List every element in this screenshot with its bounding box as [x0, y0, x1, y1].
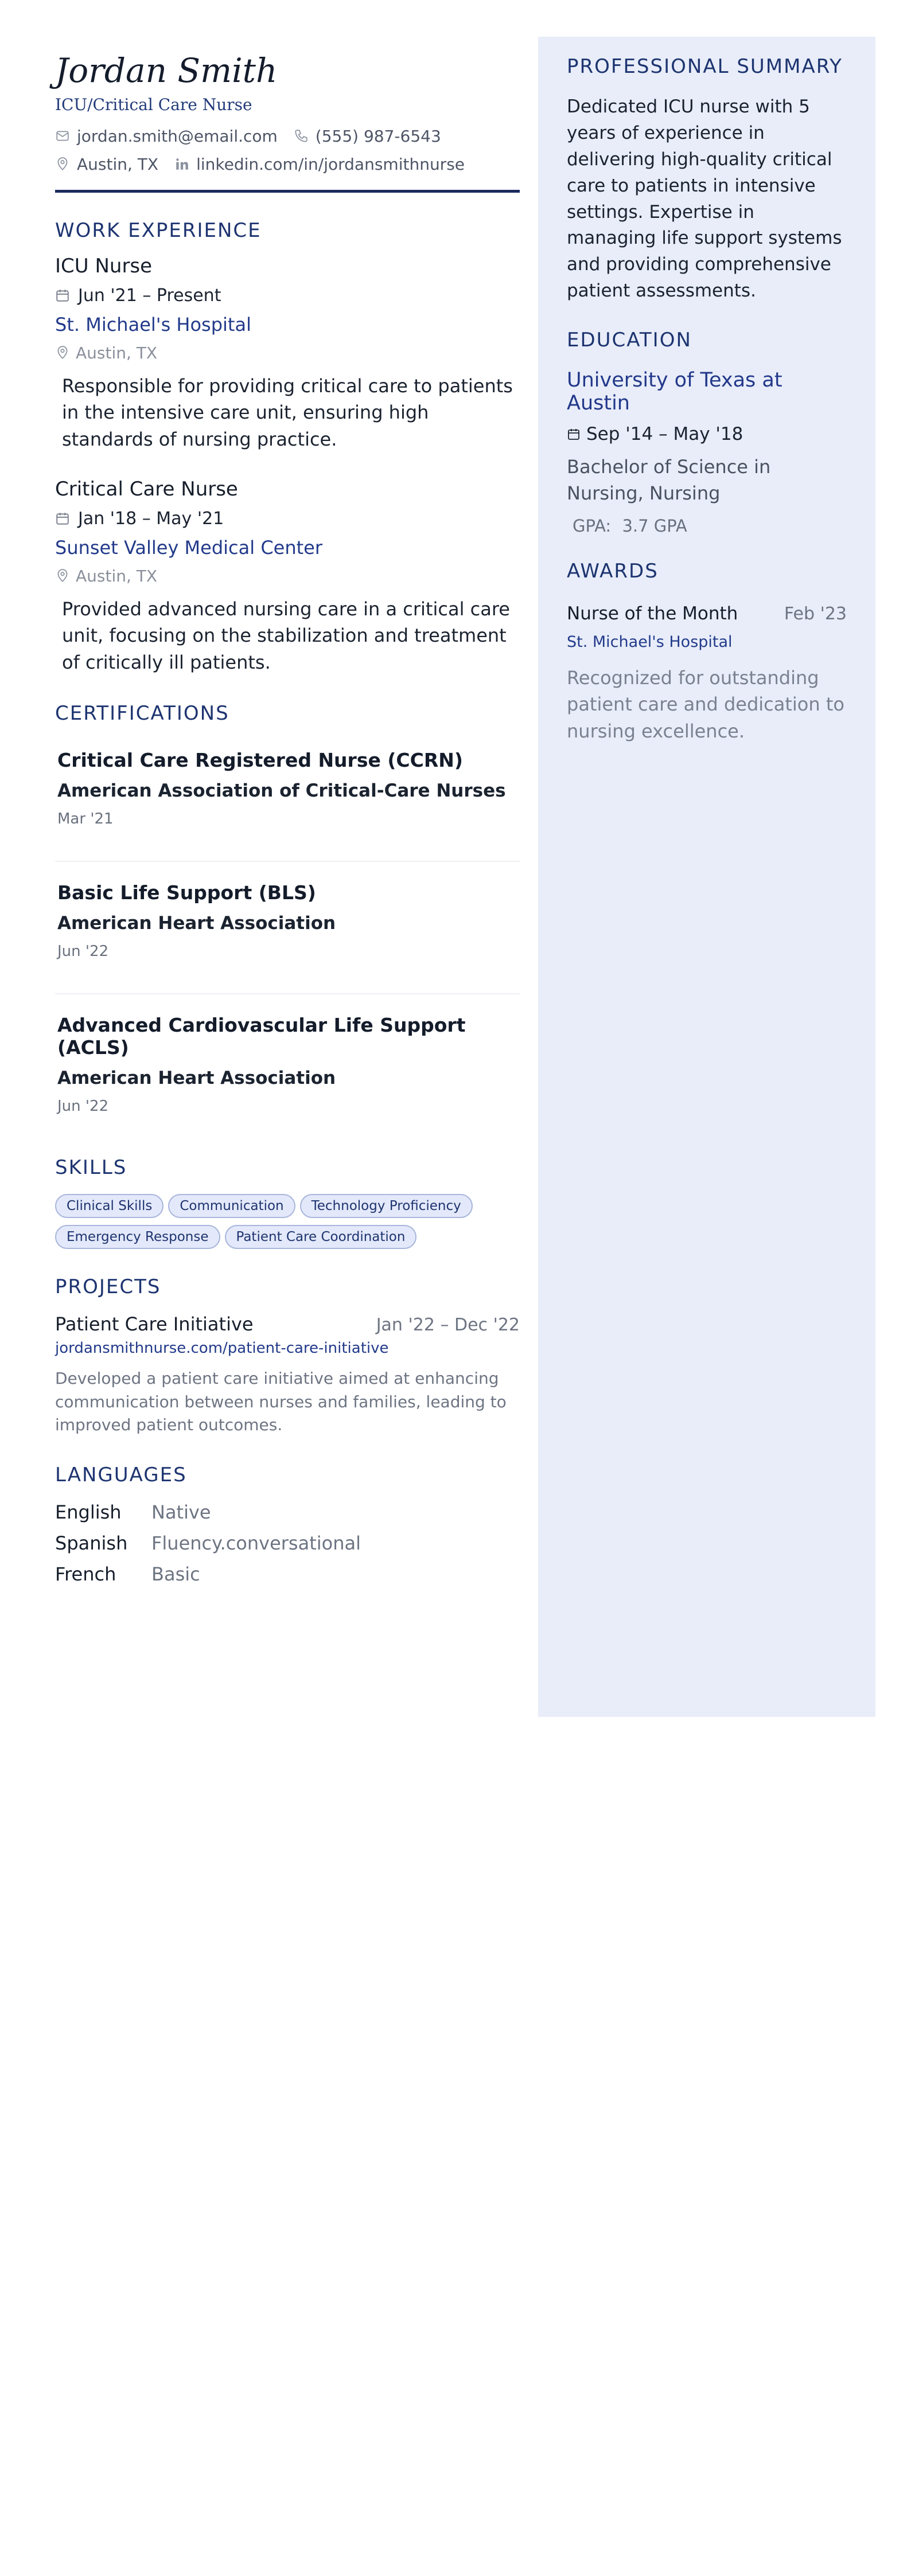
award-date: Feb '23	[784, 603, 847, 624]
education-gpa-row	[567, 516, 847, 536]
certification-date: Mar '21	[57, 810, 114, 828]
work-item	[55, 255, 520, 452]
language-level: Basic	[151, 1563, 200, 1585]
language-item	[55, 1563, 520, 1585]
certification-item	[55, 994, 520, 1148]
location-pin-icon	[55, 568, 70, 583]
calendar-icon	[55, 511, 70, 526]
certification-item	[55, 862, 520, 994]
project-header	[55, 1313, 520, 1335]
job-date-row	[55, 286, 520, 306]
work-item	[55, 478, 520, 676]
certification-name: Advanced Cardiovascular Life Support (ACLS)	[57, 1014, 466, 1059]
education-school: University of Texas at Austin	[567, 369, 782, 415]
language-name: French	[55, 1563, 116, 1585]
language-item	[55, 1501, 520, 1523]
email-text: jordan.smith@email.com	[77, 126, 278, 146]
contact-phone[interactable]	[294, 127, 441, 146]
employer-name: Sunset Valley Medical Center	[55, 536, 323, 559]
education-degree: Bachelor of Science in Nursing, Nursing	[567, 456, 771, 505]
certification-issuer: American Heart Association	[57, 1068, 336, 1089]
summary-text: Dedicated ICU nurse with 5 years of experience in delivering high-quality critical care to patients in intensive settings. Expertise in managing life support systems and providing comprehensive patient assessments.	[567, 96, 842, 302]
contact-row-1	[55, 127, 520, 146]
skill-chip: Clinical Skills	[55, 1194, 163, 1218]
education-date: Sep '14 – May '18	[586, 424, 743, 444]
certification-issuer: American Association of Critical-Care Nurses	[57, 780, 506, 802]
contact-location	[55, 155, 158, 174]
project-item	[55, 1313, 520, 1437]
location-pin-icon	[55, 345, 70, 360]
skill-chip: Emergency Response	[55, 1225, 220, 1249]
skill-chip: Technology Proficiency	[300, 1194, 473, 1218]
job-description: Provided advanced nursing care in a critical care unit, focusing on the stabilization and treatment of critically ill patients.	[62, 598, 510, 673]
job-description: Responsible for providing critical care to patients in the intensive care unit, ensuring high standards of nursing practice.	[62, 374, 513, 450]
projects-heading: PROJECTS	[55, 1275, 161, 1299]
skill-chip: Patient Care Coordination	[225, 1225, 417, 1249]
languages-list	[55, 1501, 520, 1585]
header-divider	[55, 190, 520, 193]
employer-name: St. Michael's Hospital	[55, 313, 251, 335]
project-description: Developed a patient care initiative aimed at enhancing communication between nurses and families, leading to improved patient outcomes.	[55, 1369, 507, 1435]
award-header	[567, 603, 847, 624]
phone-text: (555) 987-6543	[315, 126, 441, 146]
certification-date: Jun '22	[57, 1098, 109, 1115]
language-name: English	[55, 1501, 122, 1523]
contact-row-2	[55, 155, 520, 174]
contact-email[interactable]	[55, 127, 278, 146]
location-text: Austin, TX	[77, 154, 159, 174]
certification-date: Jun '22	[57, 943, 109, 961]
location-pin-icon	[55, 157, 70, 171]
certification-name: Critical Care Registered Nurse (CCRN)	[57, 749, 463, 772]
calendar-icon	[55, 288, 70, 303]
job-location-row	[55, 344, 520, 362]
main-column	[55, 37, 520, 1585]
linkedin-icon	[174, 157, 189, 171]
language-level: Fluency.conversational	[151, 1532, 361, 1554]
certifications-heading: CERTIFICATIONS	[55, 702, 229, 725]
phone-icon	[294, 128, 309, 143]
award-item	[567, 603, 847, 744]
calendar-icon	[567, 427, 581, 441]
gpa-label: GPA:	[573, 516, 612, 536]
education-heading: EDUCATION	[567, 329, 692, 352]
award-organization: St. Michael's Hospital	[567, 633, 733, 651]
contact-linkedin[interactable]	[174, 155, 465, 174]
award-name: Nurse of the Month	[567, 603, 738, 624]
certification-item	[55, 729, 520, 862]
job-date: Jan '18 – May '21	[78, 508, 224, 529]
summary-heading: PROFESSIONAL SUMMARY	[567, 55, 843, 78]
project-name: Patient Care Initiative	[55, 1313, 254, 1336]
skills-heading: SKILLS	[55, 1156, 127, 1180]
candidate-name: Jordan Smith	[55, 51, 278, 90]
job-location-row	[55, 567, 520, 586]
languages-heading: LANGUAGES	[55, 1463, 187, 1486]
project-link[interactable]: jordansmithnurse.com/patient-care-initiative	[55, 1340, 389, 1357]
awards-heading: AWARDS	[567, 559, 659, 583]
education-date-row	[567, 424, 847, 444]
job-location: Austin, TX	[76, 343, 158, 362]
skill-chip: Communication	[168, 1194, 295, 1218]
job-date-row	[55, 509, 520, 529]
gpa-value: 3.7 GPA	[622, 516, 687, 536]
certification-issuer: American Heart Association	[57, 913, 336, 934]
certification-name: Basic Life Support (BLS)	[57, 881, 316, 904]
mail-icon	[55, 128, 70, 143]
award-description: Recognized for outstanding patient care and dedication to nursing excellence.	[567, 666, 844, 742]
language-name: Spanish	[55, 1532, 128, 1554]
work-experience-heading: WORK EXPERIENCE	[55, 218, 262, 242]
job-title: ICU Nurse	[55, 254, 153, 278]
skills-list	[55, 1194, 503, 1249]
language-item	[55, 1532, 520, 1554]
job-location: Austin, TX	[76, 566, 158, 586]
language-level: Native	[151, 1501, 211, 1523]
job-date: Jun '21 – Present	[78, 285, 221, 306]
certifications-list	[55, 729, 520, 1148]
job-title: Critical Care Nurse	[55, 477, 238, 501]
sidebar	[538, 37, 875, 1717]
linkedin-text: linkedin.com/in/jordansmithnurse	[196, 154, 465, 174]
project-date: Jan '22 – Dec '22	[376, 1315, 520, 1336]
candidate-headline: ICU/Critical Care Nurse	[55, 95, 252, 114]
